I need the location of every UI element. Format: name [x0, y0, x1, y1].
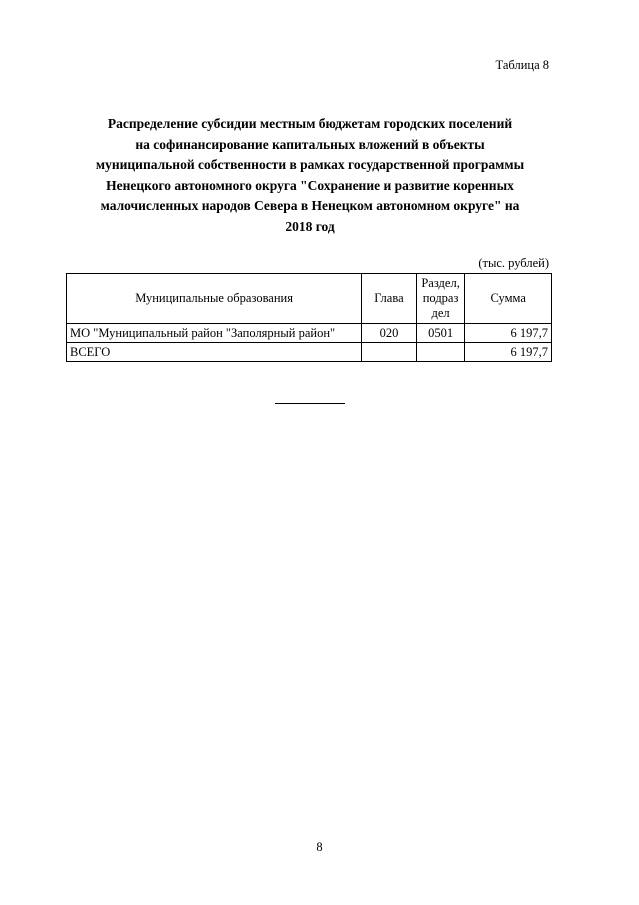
title-line: Ненецкого автономного округа "Сохранение и развитие коренных — [106, 177, 514, 193]
document-title — [60, 114, 560, 237]
total-section — [416, 343, 465, 362]
title-line: на софинансирование капитальных вложений в объекты — [135, 136, 485, 152]
header-amount: Сумма — [465, 274, 552, 324]
separator-line — [275, 403, 345, 404]
cell-amount: 6 197,7 — [465, 324, 552, 343]
header-section-line: дел — [431, 306, 450, 320]
cell-chapter: 020 — [362, 324, 417, 343]
subsidy-table — [66, 273, 552, 362]
total-label: ВСЕГО — [67, 343, 362, 362]
table-number-label: Таблица 8 — [495, 58, 549, 72]
page-number: 8 — [316, 840, 323, 854]
header-municipality: Муниципальные образования — [67, 274, 362, 324]
title-line: малочисленных народов Севера в Ненецком автономном округе" на — [100, 198, 520, 213]
title-line: муниципальной собственности в рамках государственной программы — [95, 157, 525, 172]
header-section-line: подраз — [422, 291, 459, 305]
header-chapter: Глава — [362, 274, 417, 324]
table-row — [67, 324, 552, 343]
title-line: 2018 год — [285, 218, 335, 234]
units-label: (тыс. рублей) — [478, 256, 549, 270]
cell-section: 0501 — [416, 324, 465, 343]
header-section-line: Раздел, — [421, 276, 460, 290]
total-chapter — [362, 343, 417, 362]
header-section — [416, 274, 465, 324]
table-header-row — [67, 274, 552, 324]
title-line: Распределение субсидии местным бюджетам городских поселений — [107, 116, 513, 131]
total-row — [67, 343, 552, 362]
total-amount: 6 197,7 — [465, 343, 552, 362]
cell-municipality: МО "Муниципальный район "Заполярный район" — [67, 324, 362, 343]
